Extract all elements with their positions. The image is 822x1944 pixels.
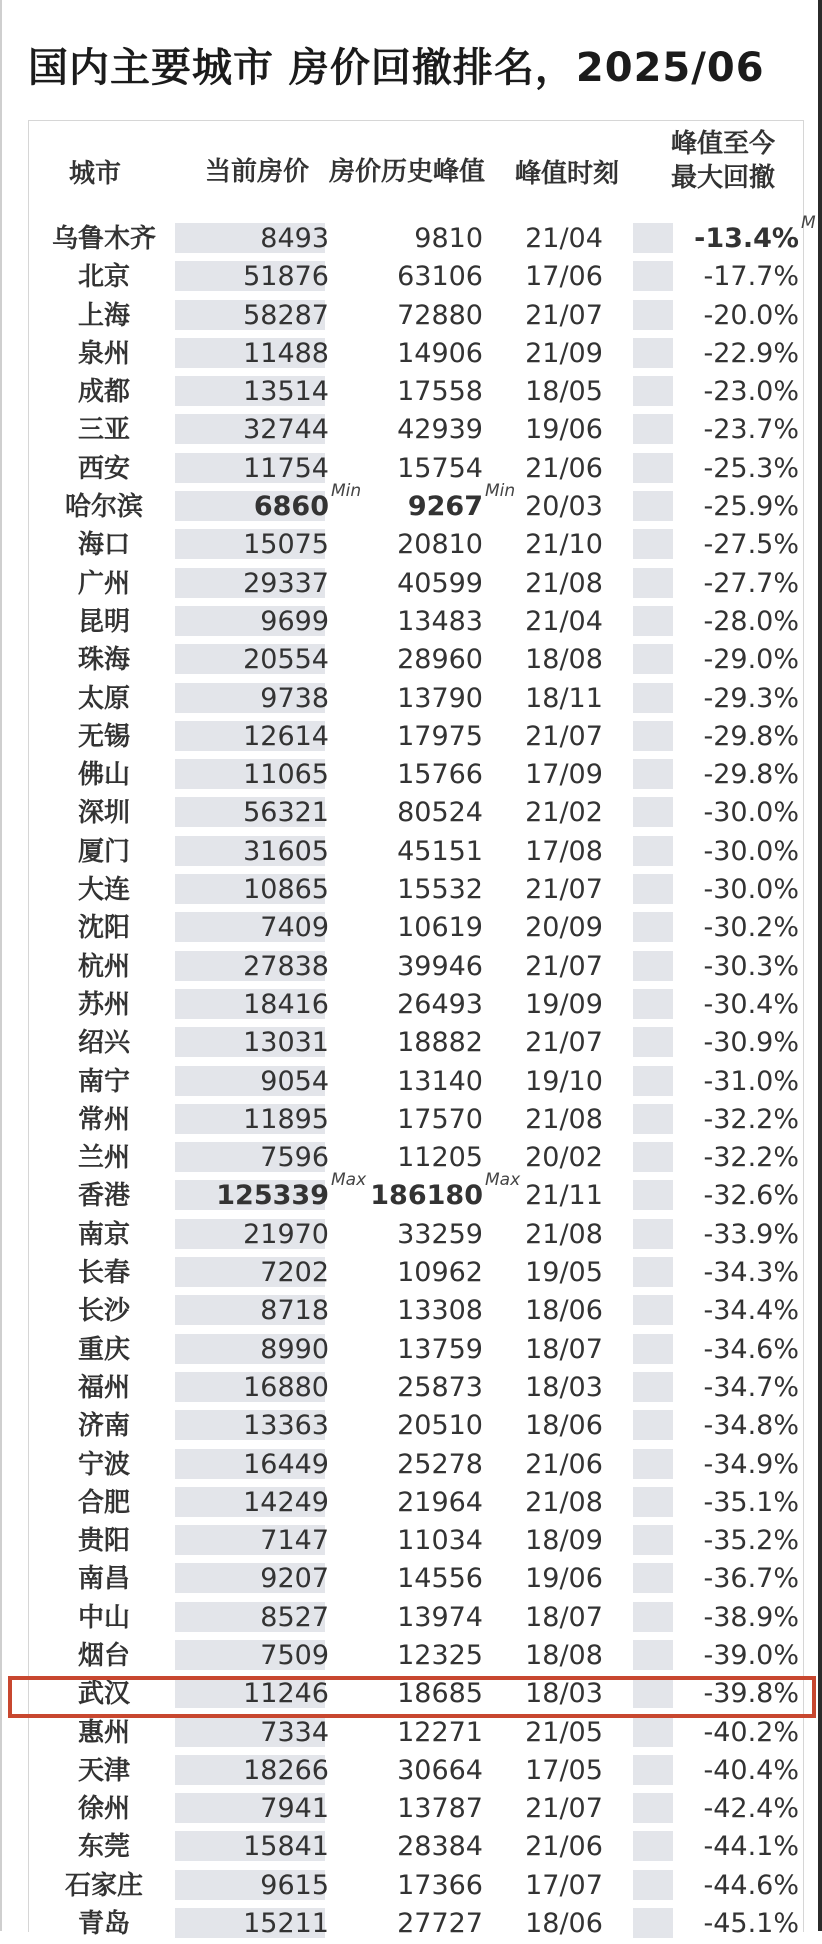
current-price-cell: 10865 (243, 874, 329, 906)
peak-price-cell: 13790 (397, 682, 483, 714)
peak-price-cell: 27727 (397, 1908, 483, 1940)
table-row (29, 947, 803, 985)
table-row (29, 257, 803, 295)
left-border (0, 0, 2, 1931)
drawdown-cell: -34.7% (703, 1371, 799, 1403)
city-cell: 杭州 (77, 951, 130, 982)
drawdown-cell: -29.8% (703, 759, 799, 791)
peak-price-cell: 13787 (397, 1793, 483, 1825)
peak-price-tag: Max (485, 1170, 521, 1191)
drawdown-cell: -30.0% (703, 835, 799, 867)
peak-time-cell: 21/11 (525, 1180, 603, 1212)
city-cell: 贵阳 (77, 1526, 130, 1557)
city-cell: 乌鲁木齐 (51, 224, 156, 254)
table-row (29, 1751, 803, 1789)
drawdown-cell: -25.3% (703, 452, 799, 484)
current-price-cell: 16880 (243, 1371, 329, 1403)
table-row (29, 755, 803, 793)
table-body (29, 213, 816, 1942)
header-max-drawdown (671, 127, 775, 195)
table-row (29, 1827, 803, 1865)
drawdown-cell: -42.4% (703, 1793, 799, 1825)
current-price-cell: 32744 (243, 414, 329, 446)
current-price-cell: 51876 (243, 261, 329, 293)
city-cell: 常州 (77, 1104, 130, 1135)
city-cell: 合肥 (77, 1487, 130, 1518)
current-price-cell: 27838 (243, 950, 329, 982)
drawdown-cell: -27.5% (703, 529, 799, 561)
header-peak-price: 房价历史峰值 (329, 157, 486, 187)
table-row (29, 1253, 803, 1291)
peak-price-cell: 11034 (397, 1525, 483, 1557)
table-row (29, 296, 803, 334)
current-price-cell: 15211 (243, 1908, 329, 1940)
peak-price-cell: 18882 (397, 1027, 483, 1059)
peak-time-cell: 20/03 (525, 491, 603, 523)
city-cell: 石家庄 (64, 1870, 143, 1901)
peak-price-cell: 13974 (397, 1601, 483, 1633)
current-price-cell: 15841 (243, 1831, 329, 1863)
peak-time-cell: 18/05 (525, 376, 603, 408)
drawdown-cell: -28.0% (703, 605, 799, 637)
peak-time-cell: 19/06 (525, 414, 603, 446)
city-cell: 济南 (77, 1411, 130, 1442)
table-row (29, 1636, 803, 1674)
table-header (29, 121, 803, 217)
drawdown-cell: -33.9% (703, 1218, 799, 1250)
table-row (29, 793, 803, 831)
table-row (29, 1215, 803, 1253)
peak-price-cell: 15532 (397, 874, 483, 906)
drawdown-cell: -32.2% (703, 1142, 799, 1174)
table-row (29, 1559, 803, 1597)
table-row (29, 1062, 803, 1100)
peak-time-cell: 18/07 (525, 1601, 603, 1633)
peak-price-cell: 13759 (397, 1333, 483, 1365)
table-row (29, 985, 803, 1023)
drawdown-cell: -30.4% (703, 988, 799, 1020)
city-cell: 绍兴 (77, 1028, 130, 1059)
current-price-cell: 9207 (260, 1563, 329, 1595)
current-price-tag: Max (331, 1170, 367, 1191)
current-price-cell: 7147 (260, 1525, 329, 1557)
table-row (29, 564, 803, 602)
peak-time-cell: 20/02 (525, 1142, 603, 1174)
drawdown-cell: -45.1% (703, 1908, 799, 1940)
current-price-cell: 8527 (260, 1601, 329, 1633)
table-row (29, 870, 803, 908)
peak-price-cell: 17366 (397, 1869, 483, 1901)
drawdown-cell: -39.8% (703, 1678, 799, 1710)
peak-time-cell: 21/08 (525, 1486, 603, 1518)
peak-price-cell: 39946 (397, 950, 483, 982)
city-cell: 青岛 (77, 1909, 130, 1940)
peak-price-cell: 17558 (397, 376, 483, 408)
drawdown-cell: -34.6% (703, 1333, 799, 1365)
peak-time-cell: 18/03 (525, 1678, 603, 1710)
current-price-cell: 125339 (216, 1180, 329, 1212)
current-price-cell: 9738 (260, 682, 329, 714)
table-row (29, 410, 803, 448)
drawdown-cell: -30.2% (703, 912, 799, 944)
current-price-cell: 13514 (243, 376, 329, 408)
drawdown-cell: -44.6% (703, 1869, 799, 1901)
drawdown-cell: -40.2% (703, 1716, 799, 1748)
peak-price-cell: 12325 (397, 1639, 483, 1671)
current-price-cell: 7409 (260, 912, 329, 944)
peak-time-cell: 20/09 (525, 912, 603, 944)
city-cell: 南昌 (77, 1564, 130, 1595)
current-price-cell: 18416 (243, 988, 329, 1020)
table-row (29, 213, 816, 257)
city-cell: 沈阳 (77, 913, 130, 944)
peak-time-cell: 19/06 (525, 1563, 603, 1595)
city-cell: 广州 (77, 568, 130, 599)
table-row (29, 602, 803, 640)
peak-price-cell: 45151 (397, 835, 483, 867)
drawdown-cell: -36.7% (703, 1563, 799, 1595)
peak-price-cell: 28384 (397, 1831, 483, 1863)
current-price-cell: 8990 (260, 1333, 329, 1365)
city-cell: 苏州 (77, 989, 130, 1020)
city-cell: 无锡 (77, 721, 130, 752)
peak-time-cell: 18/06 (525, 1908, 603, 1940)
drawdown-cell: -30.0% (703, 874, 799, 906)
table-row (29, 1866, 803, 1904)
drawdown-cell: -38.9% (703, 1601, 799, 1633)
header-max-drawdown-line2: 最大回撤 (671, 163, 776, 193)
current-price-tag: Min (331, 481, 362, 502)
peak-time-cell: 21/07 (525, 950, 603, 982)
peak-time-cell: 21/04 (525, 223, 603, 254)
drawdown-cell: -34.3% (703, 1257, 799, 1289)
peak-time-cell: 21/07 (525, 299, 603, 331)
current-price-cell: 9699 (260, 605, 329, 637)
peak-price-cell: 15766 (397, 759, 483, 791)
peak-time-cell: 19/09 (525, 988, 603, 1020)
peak-price-cell: 72880 (397, 299, 483, 331)
peak-price-cell: 10619 (397, 912, 483, 944)
header-city: 城市 (69, 159, 122, 189)
right-border (818, 0, 822, 1931)
table-row (29, 481, 803, 525)
city-cell: 佛山 (77, 760, 130, 791)
peak-time-cell: 21/07 (525, 874, 603, 906)
peak-price-cell: 20810 (397, 529, 483, 561)
header-max-drawdown-line1: 峰值至今 (671, 129, 776, 159)
peak-time-cell: 21/06 (525, 1831, 603, 1863)
table-row (29, 1674, 803, 1712)
peak-time-cell: 21/07 (525, 1027, 603, 1059)
peak-time-cell: 19/10 (525, 1065, 603, 1097)
city-cell: 惠州 (77, 1717, 130, 1748)
peak-time-cell: 21/04 (525, 605, 603, 637)
peak-time-cell: 21/07 (525, 1793, 603, 1825)
current-price-cell: 11246 (243, 1678, 329, 1710)
drawdown-cell: -23.7% (703, 414, 799, 446)
drawdown-cell: -35.1% (703, 1486, 799, 1518)
table-row (29, 1170, 803, 1214)
city-cell: 宁波 (77, 1449, 130, 1480)
peak-price-cell: 26493 (397, 988, 483, 1020)
table-row (29, 908, 803, 946)
city-cell: 徐州 (77, 1794, 130, 1825)
drawdown-cell: -30.3% (703, 950, 799, 982)
city-cell: 北京 (77, 262, 130, 293)
drawdown-cell: -20.0% (703, 299, 799, 331)
drawdown-cell: -44.1% (703, 1831, 799, 1863)
city-cell: 长春 (77, 1258, 130, 1289)
peak-price-cell: 25278 (397, 1448, 483, 1480)
peak-time-cell: 19/05 (525, 1257, 603, 1289)
drawdown-cell: -25.9% (703, 491, 799, 523)
peak-time-cell: 18/11 (525, 682, 603, 714)
current-price-cell: 6860 (253, 491, 329, 523)
peak-time-cell: 21/06 (525, 452, 603, 484)
table-row (29, 1445, 803, 1483)
header-current-price: 当前房价 (205, 157, 310, 187)
drawdown-cell: -13.4% (694, 223, 799, 254)
drawdown-cell: -29.3% (703, 682, 799, 714)
current-price-cell: 7334 (260, 1716, 329, 1748)
drawdown-cell: -31.0% (703, 1065, 799, 1097)
peak-price-cell: 42939 (397, 414, 483, 446)
peak-price-cell: 17975 (397, 720, 483, 752)
city-cell: 昆明 (77, 606, 130, 637)
table-row (29, 640, 803, 678)
peak-price-cell: 21964 (397, 1486, 483, 1518)
table-row (29, 1291, 803, 1329)
city-cell: 上海 (77, 300, 130, 331)
city-cell: 东莞 (77, 1832, 130, 1863)
table-row (29, 1406, 803, 1444)
city-cell: 香港 (77, 1181, 130, 1212)
drawdown-cell: -32.2% (703, 1103, 799, 1135)
current-price-cell: 29337 (243, 567, 329, 599)
peak-time-cell: 18/06 (525, 1410, 603, 1442)
table-row (29, 525, 803, 563)
peak-time-cell: 18/08 (525, 1639, 603, 1671)
city-cell: 中山 (77, 1602, 130, 1633)
peak-time-cell: 17/07 (525, 1869, 603, 1901)
current-price-cell: 56321 (243, 797, 329, 829)
city-cell: 重庆 (77, 1334, 130, 1365)
peak-time-cell: 18/07 (525, 1333, 603, 1365)
drawdown-cell: -22.9% (703, 337, 799, 369)
drawdown-cell: -23.0% (703, 376, 799, 408)
drawdown-cell: -40.4% (703, 1754, 799, 1786)
drawdown-cell: -29.8% (703, 720, 799, 752)
city-cell: 长沙 (77, 1296, 130, 1327)
table-row (29, 1330, 803, 1368)
peak-price-cell: 12271 (397, 1716, 483, 1748)
drawdown-cell: -17.7% (703, 261, 799, 293)
peak-time-cell: 17/09 (525, 759, 603, 791)
drawdown-cell: -29.0% (703, 644, 799, 676)
peak-time-cell: 21/07 (525, 720, 603, 752)
table-row (29, 1713, 803, 1751)
drawdown-cell: -30.0% (703, 797, 799, 829)
city-cell: 三亚 (77, 415, 130, 446)
peak-price-cell: 13140 (397, 1065, 483, 1097)
peak-time-cell: 18/03 (525, 1371, 603, 1403)
city-cell: 太原 (77, 683, 130, 714)
table-row (29, 832, 803, 870)
current-price-cell: 18266 (243, 1754, 329, 1786)
peak-time-cell: 21/09 (525, 337, 603, 369)
current-price-cell: 13363 (243, 1410, 329, 1442)
table-row (29, 1138, 803, 1176)
current-price-cell: 12614 (243, 720, 329, 752)
current-price-cell: 20554 (243, 644, 329, 676)
peak-price-cell: 186180 (370, 1180, 483, 1212)
current-price-cell: 11895 (243, 1103, 329, 1135)
drawdown-cell: -39.0% (703, 1639, 799, 1671)
drawdown-cell: -35.2% (703, 1525, 799, 1557)
peak-price-cell: 14556 (397, 1563, 483, 1595)
city-cell: 珠海 (77, 645, 130, 676)
current-price-cell: 8718 (260, 1295, 329, 1327)
table-row (29, 1789, 803, 1827)
drawdown-cell: -30.9% (703, 1027, 799, 1059)
city-cell: 烟台 (77, 1640, 130, 1671)
current-price-cell: 11065 (243, 759, 329, 791)
drawdown-cell: -27.7% (703, 567, 799, 599)
peak-price-cell: 20510 (397, 1410, 483, 1442)
drawdown-cell: -34.4% (703, 1295, 799, 1327)
peak-price-cell: 18685 (397, 1678, 483, 1710)
peak-price-cell: 33259 (397, 1218, 483, 1250)
city-cell: 南宁 (77, 1066, 130, 1097)
peak-price-cell: 9267 (407, 491, 483, 523)
current-price-cell: 58287 (243, 299, 329, 331)
table-row (29, 1521, 803, 1559)
peak-time-cell: 21/02 (525, 797, 603, 829)
peak-time-cell: 18/06 (525, 1295, 603, 1327)
peak-time-cell: 17/08 (525, 835, 603, 867)
city-cell: 福州 (77, 1372, 130, 1403)
peak-price-cell: 14906 (397, 337, 483, 369)
drawdown-cell: -34.8% (703, 1410, 799, 1442)
peak-price-cell: 28960 (397, 644, 483, 676)
current-price-cell: 8493 (260, 223, 329, 254)
peak-price-cell: 63106 (397, 261, 483, 293)
drawdown-cell: -34.9% (703, 1448, 799, 1480)
peak-price-cell: 30664 (397, 1754, 483, 1786)
table-row (29, 1904, 803, 1942)
peak-time-cell: 21/08 (525, 567, 603, 599)
current-price-cell: 13031 (243, 1027, 329, 1059)
city-cell: 厦门 (77, 836, 130, 867)
city-cell: 武汉 (77, 1679, 130, 1710)
current-price-cell: 11754 (243, 452, 329, 484)
peak-time-cell: 17/06 (525, 261, 603, 293)
header-peak-time: 峰值时刻 (515, 159, 620, 189)
current-price-cell: 16449 (243, 1448, 329, 1480)
peak-price-tag: Min (485, 481, 516, 502)
current-price-cell: 21970 (243, 1218, 329, 1250)
table-row (29, 1023, 803, 1061)
current-price-cell: 7509 (260, 1639, 329, 1671)
table-row (29, 334, 803, 372)
peak-price-cell: 25873 (397, 1371, 483, 1403)
table-row (29, 372, 803, 410)
current-price-cell: 31605 (243, 835, 329, 867)
peak-price-cell: 13483 (397, 605, 483, 637)
current-price-cell: 7596 (260, 1142, 329, 1174)
peak-price-cell: 13308 (397, 1295, 483, 1327)
peak-time-cell: 21/05 (525, 1716, 603, 1748)
city-cell: 哈尔滨 (64, 492, 143, 523)
city-cell: 海口 (77, 530, 130, 561)
table-row (29, 1368, 803, 1406)
page-title: 国内主要城市 房价回撤排名，2025/06 (28, 45, 765, 91)
peak-time-cell: 21/10 (525, 529, 603, 561)
city-cell: 天津 (77, 1755, 130, 1786)
current-price-cell: 15075 (243, 529, 329, 561)
city-cell: 兰州 (77, 1143, 130, 1174)
table-row (29, 717, 803, 755)
peak-time-cell: 18/08 (525, 644, 603, 676)
peak-time-cell: 21/06 (525, 1448, 603, 1480)
peak-time-cell: 17/05 (525, 1754, 603, 1786)
current-price-cell: 9615 (260, 1869, 329, 1901)
current-price-cell: 7202 (260, 1257, 329, 1289)
peak-price-cell: 10962 (397, 1257, 483, 1289)
peak-price-cell: 80524 (397, 797, 483, 829)
current-price-cell: 14249 (243, 1486, 329, 1518)
drawdown-tag: M (801, 213, 816, 233)
peak-price-cell: 9810 (414, 223, 483, 254)
peak-time-cell: 18/09 (525, 1525, 603, 1557)
peak-price-cell: 40599 (397, 567, 483, 599)
current-price-cell: 7941 (260, 1793, 329, 1825)
table-row (29, 1483, 803, 1521)
city-cell: 西安 (77, 453, 130, 484)
peak-price-cell: 15754 (397, 452, 483, 484)
city-cell: 泉州 (77, 338, 130, 369)
city-cell: 成都 (77, 377, 130, 408)
table-row (29, 679, 803, 717)
peak-price-cell: 11205 (397, 1142, 483, 1174)
peak-time-cell: 21/08 (525, 1103, 603, 1135)
current-price-cell: 9054 (260, 1065, 329, 1097)
city-cell: 南京 (77, 1219, 130, 1250)
peak-price-cell: 17570 (397, 1103, 483, 1135)
peak-time-cell: 21/08 (525, 1218, 603, 1250)
table-row (29, 1598, 803, 1636)
city-cell: 深圳 (77, 798, 130, 829)
ranking-table (28, 120, 816, 1940)
table-row (29, 1100, 803, 1138)
city-cell: 大连 (77, 875, 130, 906)
drawdown-cell: -32.6% (703, 1180, 799, 1212)
table-row (29, 449, 803, 487)
current-price-cell: 11488 (243, 337, 329, 369)
